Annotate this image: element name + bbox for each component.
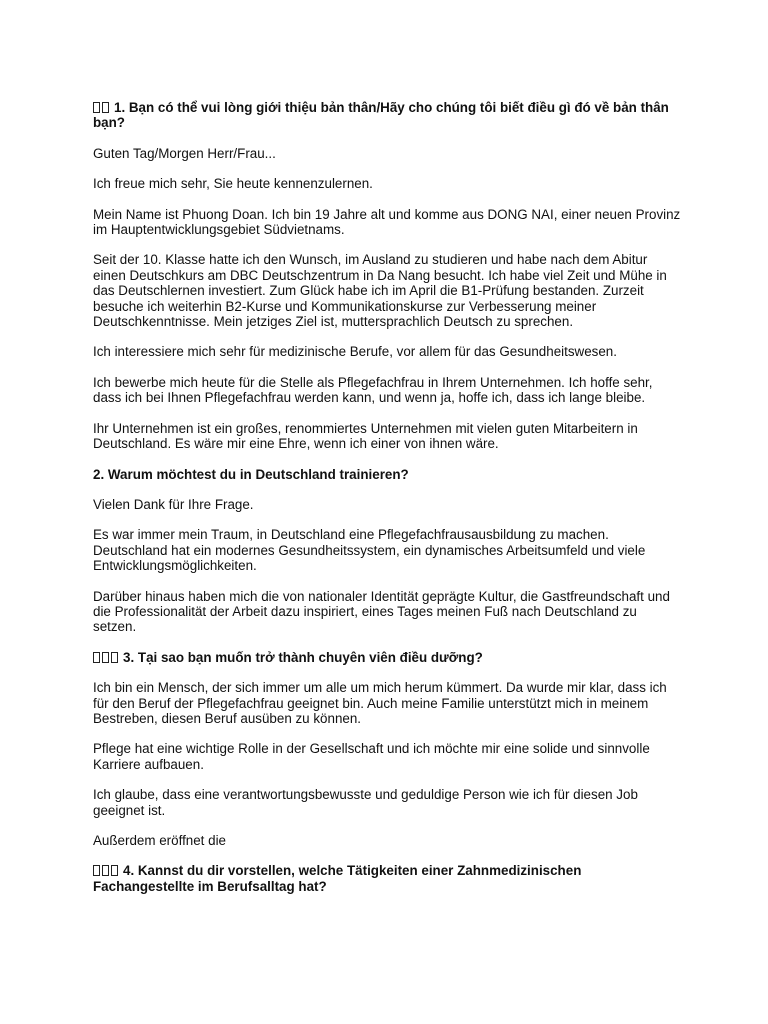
paragraph-text: Ich bin ein Mensch, der sich immer um alle um mich herum kümmert. Da wurde mir klar, dass ich für den Beruf der Pflegefachfrau geeignet bin. Auch meine Familie unterstützt mich in meinem Bestreben, diesen Beruf ausüben zu können. — [93, 680, 667, 726]
missing-glyph-icon — [93, 650, 120, 665]
body-paragraph — [93, 421, 683, 452]
question-heading — [93, 467, 683, 482]
paragraph-text: Es war immer mein Traum, in Deutschland eine Pflegefachfrausausbildung zu machen. Deutschland hat ein modernes Gesundheitssystem, ein dynamisches Arbeitsumfeld und viele Entwicklungsmöglichkeiten. — [93, 527, 646, 574]
body-paragraph — [93, 527, 683, 573]
paragraph-text: Ich interessiere mich sehr für medizinische Berufe, vor allem für das Gesundheitswesen. — [93, 344, 617, 360]
question-text: 1. Bạn có thể vui lòng giới thiệu bản thân/Hãy cho chúng tôi biết điều gì đó về bản thân bạn? — [93, 100, 669, 131]
body-paragraph — [93, 589, 683, 635]
body-paragraph — [93, 146, 683, 161]
paragraph-text: Mein Name ist Phuong Doan. Ich bin 19 Jahre alt und komme aus DONG NAI, einer neuen Provinz im Hauptentwicklungsgebiet Südvietnams. — [93, 206, 681, 238]
question-heading — [93, 100, 683, 131]
question-heading — [93, 650, 683, 665]
missing-glyph-icon — [93, 100, 111, 115]
missing-glyph-icon — [93, 863, 120, 878]
paragraph-text: Seit der 10. Klasse hatte ich den Wunsch, im Ausland zu studieren und habe nach dem Abitur einen Deutschkurs am DBC Deutschzentrum in Da Nang besucht. Ich habe viel Zeit und Mühe in das Deutschlernen investiert. Zum Glück habe ich im April die B1-Prüfung bestanden. Zurzeit besuche ich weiterhin B2-Kurse und Kommunikationskurse zur Verbesserung meiner Deutschkenntnisse. Mein jetziges Ziel ist, muttersprachlich Deutsch zu sprechen. — [93, 252, 667, 330]
paragraph-text: Außerdem eröffnet die — [93, 833, 226, 848]
body-paragraph — [93, 497, 683, 512]
body-paragraph — [93, 680, 683, 726]
body-paragraph — [93, 787, 683, 818]
question-text: 3. Tại sao bạn muốn trở thành chuyên viên điều dưỡng? — [123, 649, 483, 665]
paragraph-text: Ich bewerbe mich heute für die Stelle als Pflegefachfrau in Ihrem Unternehmen. Ich hoffe sehr, dass ich bei Ihnen Pflegefachfrau werden kann, und wenn ja, hoffe ich, dass ich lange bleibe. — [93, 374, 653, 406]
body-paragraph — [93, 344, 683, 359]
paragraph-text: Vielen Dank für Ihre Frage. — [93, 496, 254, 512]
paragraph-text: Ich glaube, dass eine verantwortungsbewusste und geduldige Person wie ich für diesen Job geeignet ist. — [93, 787, 638, 818]
paragraph-text: Ihr Unternehmen ist ein großes, renommiertes Unternehmen mit vielen guten Mitarbeitern in Deutschland. Es wäre mir eine Ehre, wenn ich einer von ihnen wäre. — [93, 420, 638, 452]
body-paragraph — [93, 252, 683, 329]
body-paragraph — [93, 176, 683, 191]
question-text: 2. Warum möchtest du in Deutschland trainieren? — [93, 466, 409, 482]
question-text: 4. Kannst du dir vorstellen, welche Tätigkeiten einer Zahnmedizinischen Fachangestellte im Berufsalltag hat? — [93, 863, 582, 894]
paragraph-text: Pflege hat eine wichtige Rolle in der Gesellschaft und ich möchte mir eine solide und sinnvolle Karriere aufbauen. — [93, 741, 650, 772]
paragraph-text: Guten Tag/Morgen Herr/Frau... — [93, 145, 276, 161]
question-heading — [93, 863, 683, 894]
body-paragraph — [93, 375, 683, 406]
document-body — [93, 100, 683, 909]
body-paragraph — [93, 741, 683, 772]
paragraph-text: Darüber hinaus haben mich die von nationaler Identität geprägte Kultur, die Gastfreundschaft und die Professionalität der Arbeit dazu inspiriert, eines Tages meinen Fuß nach Deutschland zu setzen. — [93, 588, 670, 635]
paragraph-text: Ich freue mich sehr, Sie heute kennenzulernen. — [93, 176, 373, 192]
body-paragraph — [93, 207, 683, 238]
body-paragraph — [93, 833, 683, 848]
